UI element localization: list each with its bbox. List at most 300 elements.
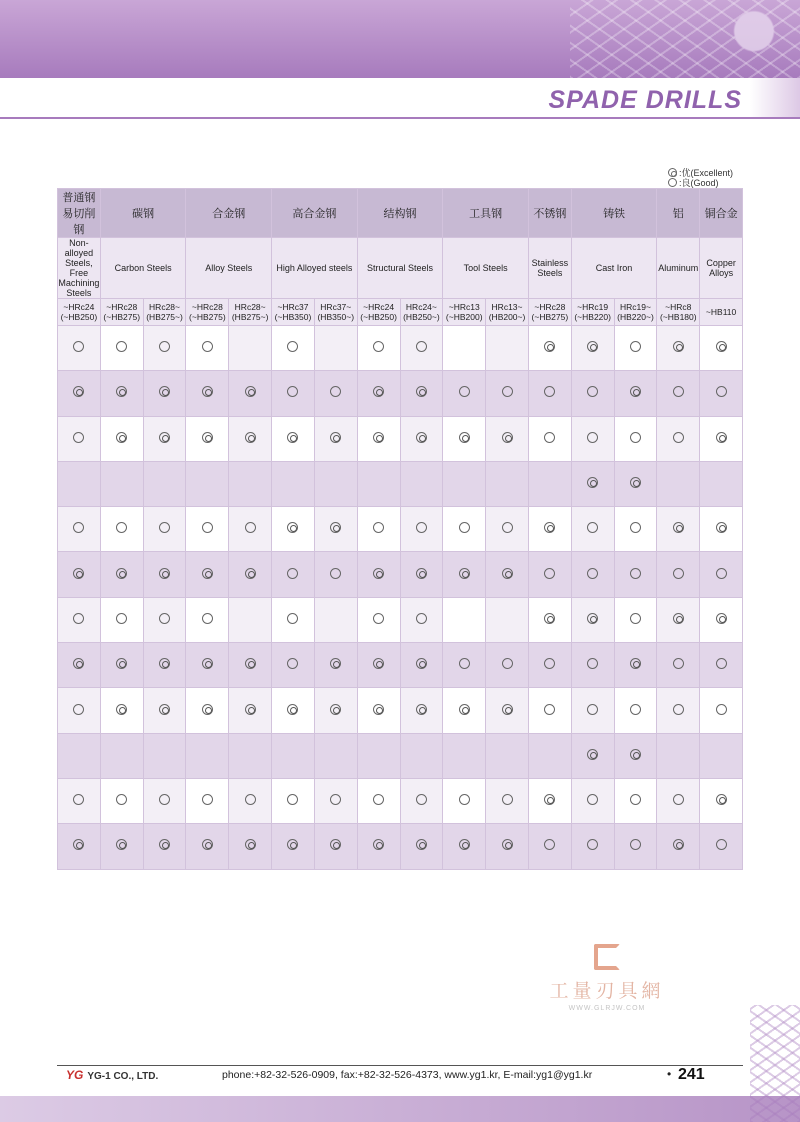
table-cell [58,416,101,461]
header-row-hardness [58,299,743,326]
excellent-icon [502,839,513,850]
table-cell [143,643,186,688]
excellent-icon [630,386,641,397]
hardness-11: ~HRc28 (~HB275) [528,299,571,326]
category-en-0: Non- alloyed Steels, Free Machining Steels [58,238,100,298]
good-icon [587,794,598,805]
table-cell [571,733,614,778]
table-cell [614,552,657,597]
good-icon [202,341,213,352]
table-cell [186,552,229,597]
table-cell [571,688,614,733]
watermark-text: 工量刃具網 [549,980,665,1002]
table-cell [486,507,529,552]
table-cell [229,461,272,506]
good-icon [502,794,513,805]
good-icon [587,568,598,579]
table-cell [614,733,657,778]
bottom-banner [0,1096,800,1122]
table-cell [357,597,400,642]
good-icon [673,386,684,397]
excellent-icon [587,477,598,488]
table-cell [657,371,700,416]
table-cell [314,733,357,778]
table-cell [528,824,571,869]
page-title: SPADE DRILLS [548,86,742,114]
good-icon [287,658,298,669]
table-cell [229,326,272,371]
excellent-icon [159,432,170,443]
legend [668,168,733,188]
good-icon [587,522,598,533]
table-cell [186,597,229,642]
excellent-icon [630,477,641,488]
table-cell [100,597,143,642]
table-cell [100,688,143,733]
table-cell [400,461,443,506]
table-cell [272,371,315,416]
table-cell [357,778,400,823]
table-cell [528,597,571,642]
table-cell [700,371,743,416]
good-icon [544,568,555,579]
good-icon [630,839,641,850]
table-cell [486,416,529,461]
table-cell [400,371,443,416]
category-en-6: Stainless Steels [528,238,571,299]
good-icon [373,522,384,533]
table-cell [229,552,272,597]
table-cell [657,416,700,461]
table-cell [614,416,657,461]
table-cell [571,552,614,597]
good-icon [202,613,213,624]
excellent-icon [416,658,427,669]
good-icon [116,522,127,533]
good-icon [73,432,84,443]
table-cell [186,371,229,416]
table-cell [229,371,272,416]
table-cell [143,326,186,371]
legend-good [668,178,733,188]
table-cell [443,688,486,733]
table-cell [186,643,229,688]
title-underline [0,117,800,119]
table-cell [657,778,700,823]
table-cell [100,507,143,552]
excellent-icon [544,613,555,624]
good-icon [630,341,641,352]
table-cell [143,461,186,506]
table-cell [186,461,229,506]
excellent-icon [544,341,555,352]
good-icon [73,704,84,715]
table-cell [186,507,229,552]
table-cell [657,733,700,778]
excellent-icon [202,704,213,715]
table-cell [443,507,486,552]
table-cell [229,597,272,642]
table-cell [314,643,357,688]
good-icon [202,522,213,533]
good-icon [330,568,341,579]
excellent-icon [202,386,213,397]
good-icon [716,568,727,579]
good-icon [459,386,470,397]
good-icon [544,839,555,850]
hardness-3: ~HRc28 (~HB275) [186,299,229,326]
table-cell [443,597,486,642]
table-cell [486,326,529,371]
table-cell [657,688,700,733]
good-icon [73,522,84,533]
table-cell [443,552,486,597]
table-row [58,416,743,461]
table-cell [571,326,614,371]
table-cell [58,507,101,552]
table-cell [614,371,657,416]
good-icon [673,658,684,669]
table-cell [443,824,486,869]
table-cell [443,778,486,823]
good-icon [630,432,641,443]
table-cell [143,371,186,416]
excellent-icon [245,386,256,397]
good-icon [502,386,513,397]
excellent-icon [202,839,213,850]
table-cell [100,733,143,778]
table-row [58,597,743,642]
category-en-1: Carbon Steels [100,238,186,299]
header-row-chinese [58,189,743,238]
table-cell [486,461,529,506]
table-cell [700,733,743,778]
good-icon [716,658,727,669]
good-icon [673,568,684,579]
table-cell [528,326,571,371]
good-icon [416,794,427,805]
table-cell [186,688,229,733]
table-cell [314,326,357,371]
excellent-icon [373,658,384,669]
table-cell [400,643,443,688]
excellent-icon [73,386,84,397]
category-cn-0: 普通钢 易切削钢 [58,189,101,238]
good-icon [587,658,598,669]
table-cell [100,326,143,371]
table-cell [272,688,315,733]
table-cell [614,688,657,733]
table-cell [186,824,229,869]
table-row [58,733,743,778]
category-cn-5: 工具钢 [443,189,529,238]
table-cell [400,778,443,823]
excellent-icon [502,432,513,443]
table-cell [357,326,400,371]
table-cell [58,688,101,733]
good-icon [159,613,170,624]
table-cell [272,416,315,461]
table-cell [314,824,357,869]
table-row [58,461,743,506]
excellent-icon [73,839,84,850]
hardness-14: ~HRc8 (~HB180) [657,299,700,326]
table-cell [614,326,657,371]
category-cn-4: 结构钢 [357,189,443,238]
table-cell [486,371,529,416]
excellent-icon [630,658,641,669]
table-cell [528,461,571,506]
table-cell [229,416,272,461]
table-cell [143,688,186,733]
table-cell [143,778,186,823]
table-cell [400,552,443,597]
table-cell [58,371,101,416]
good-icon [159,522,170,533]
table-cell [614,824,657,869]
table-cell [700,643,743,688]
table-cell [357,507,400,552]
good-icon [716,704,727,715]
good-icon [116,613,127,624]
excellent-icon [716,432,727,443]
excellent-icon [116,704,127,715]
hardness-12: ~HRc19 (~HB220) [571,299,614,326]
table-cell [528,507,571,552]
good-icon [73,341,84,352]
category-cn-1: 碳钢 [100,189,186,238]
globe-graphic [570,0,800,78]
excellent-icon [630,749,641,760]
company-logo [66,1068,158,1082]
table-cell [314,688,357,733]
excellent-icon [159,658,170,669]
table-cell [272,824,315,869]
footer-bullet: • [667,1067,672,1081]
good-icon [587,839,598,850]
table-cell [272,643,315,688]
table-cell [571,597,614,642]
category-en-3: High Alloyed steels [272,238,358,299]
excellent-icon [587,749,598,760]
table-cell [186,733,229,778]
excellent-icon [373,432,384,443]
table-cell [700,507,743,552]
excellent-icon [330,704,341,715]
category-en-7: Cast Iron [571,238,657,299]
table-cell [700,778,743,823]
excellent-icon [373,839,384,850]
table-cell [571,507,614,552]
good-icon [587,386,598,397]
excellent-icon [459,432,470,443]
table-row [58,552,743,597]
excellent-icon [116,839,127,850]
hardness-15: ~HB110 [700,299,743,326]
table-cell [528,371,571,416]
good-icon [673,704,684,715]
table-cell [100,416,143,461]
table-cell [528,688,571,733]
table-cell [58,733,101,778]
good-icon [416,522,427,533]
excellent-icon [245,839,256,850]
table-cell [143,507,186,552]
excellent-icon [330,432,341,443]
table-cell [58,552,101,597]
good-icon [630,568,641,579]
hardness-5: ~HRc37 (~HB350) [272,299,315,326]
category-en-5: Tool Steels [443,238,529,299]
table-cell [100,552,143,597]
table-cell [528,416,571,461]
excellent-icon [716,341,727,352]
page-number: 241 [678,1066,705,1083]
good-icon [544,432,555,443]
excellent-icon [116,432,127,443]
table-cell [357,643,400,688]
excellent-icon [73,658,84,669]
excellent-icon [416,432,427,443]
table-row [58,326,743,371]
category-cn-2: 合金钢 [186,189,272,238]
table-cell [272,597,315,642]
table-cell [229,688,272,733]
table-cell [58,778,101,823]
table-cell [443,461,486,506]
watermark-url: WWW.GLRJW.COM [568,1005,646,1012]
table-cell [486,552,529,597]
excellent-icon [544,522,555,533]
table-cell [700,416,743,461]
table-cell [571,416,614,461]
table-cell [657,824,700,869]
good-icon [116,341,127,352]
good-icon [416,613,427,624]
excellent-icon [673,839,684,850]
top-banner [0,0,800,78]
table-cell [143,733,186,778]
good-icon [630,704,641,715]
hardness-13: HRc19~ (HB220~) [614,299,657,326]
table-row [58,371,743,416]
table-cell [400,416,443,461]
hardness-2: HRc28~ (HB275~) [143,299,186,326]
table-cell [700,688,743,733]
table-cell [143,597,186,642]
hardness-7: ~HRc24 (~HB250) [357,299,400,326]
excellent-icon [287,839,298,850]
excellent-icon [416,386,427,397]
table-cell [614,597,657,642]
excellent-icon [245,432,256,443]
table-cell [143,416,186,461]
table-cell [486,824,529,869]
good-icon [373,613,384,624]
table-cell [143,552,186,597]
excellent-icon [716,794,727,805]
table-cell [58,597,101,642]
good-icon [459,658,470,669]
table-cell [614,507,657,552]
table-cell [186,778,229,823]
table-cell [143,824,186,869]
good-icon [159,794,170,805]
category-cn-9: 铜合金 [700,189,743,238]
good-icon [544,386,555,397]
watermark [537,944,677,1012]
table-cell [357,461,400,506]
table-cell [314,371,357,416]
category-en-8: Aluminum [657,238,700,299]
table-cell [657,326,700,371]
table-cell [272,461,315,506]
table-cell [700,824,743,869]
category-en-4: Structural Steels [357,238,443,299]
excellent-icon [373,568,384,579]
table-cell [700,461,743,506]
excellent-icon [159,568,170,579]
excellent-icon [716,522,727,533]
table-cell [357,371,400,416]
table-cell [657,597,700,642]
category-cn-6: 不锈钢 [528,189,571,238]
excellent-icon [330,658,341,669]
excellent-icon [668,168,677,177]
excellent-icon [502,704,513,715]
excellent-icon [202,568,213,579]
table-cell [357,416,400,461]
hardness-8: HRc24~ (HB250~) [400,299,443,326]
table-row [58,643,743,688]
table-cell [571,371,614,416]
table-cell [357,733,400,778]
table-cell [486,643,529,688]
table-cell [272,778,315,823]
table-cell [657,552,700,597]
excellent-icon [330,522,341,533]
excellent-icon [373,704,384,715]
table-cell [400,824,443,869]
table-cell [58,643,101,688]
table-cell [614,778,657,823]
table-cell [58,461,101,506]
hardness-1: ~HRc28 (~HB275) [100,299,143,326]
table-cell [700,597,743,642]
table-cell [400,688,443,733]
hardness-6: HRc37~ (HB350~) [314,299,357,326]
legend-excellent-label: :优(Excellent) [679,168,734,178]
excellent-icon [373,386,384,397]
excellent-icon [116,386,127,397]
table-cell [100,643,143,688]
table-row [58,824,743,869]
excellent-icon [245,704,256,715]
table-cell [443,371,486,416]
good-icon [502,522,513,533]
hardness-0: ~HRc24 (~HB250) [58,299,101,326]
table-cell [314,416,357,461]
excellent-icon [287,522,298,533]
table-row [58,507,743,552]
category-cn-3: 高合金钢 [272,189,358,238]
excellent-icon [73,568,84,579]
table-cell [571,643,614,688]
excellent-icon [673,341,684,352]
excellent-icon [416,704,427,715]
table-cell [400,326,443,371]
table-cell [229,507,272,552]
